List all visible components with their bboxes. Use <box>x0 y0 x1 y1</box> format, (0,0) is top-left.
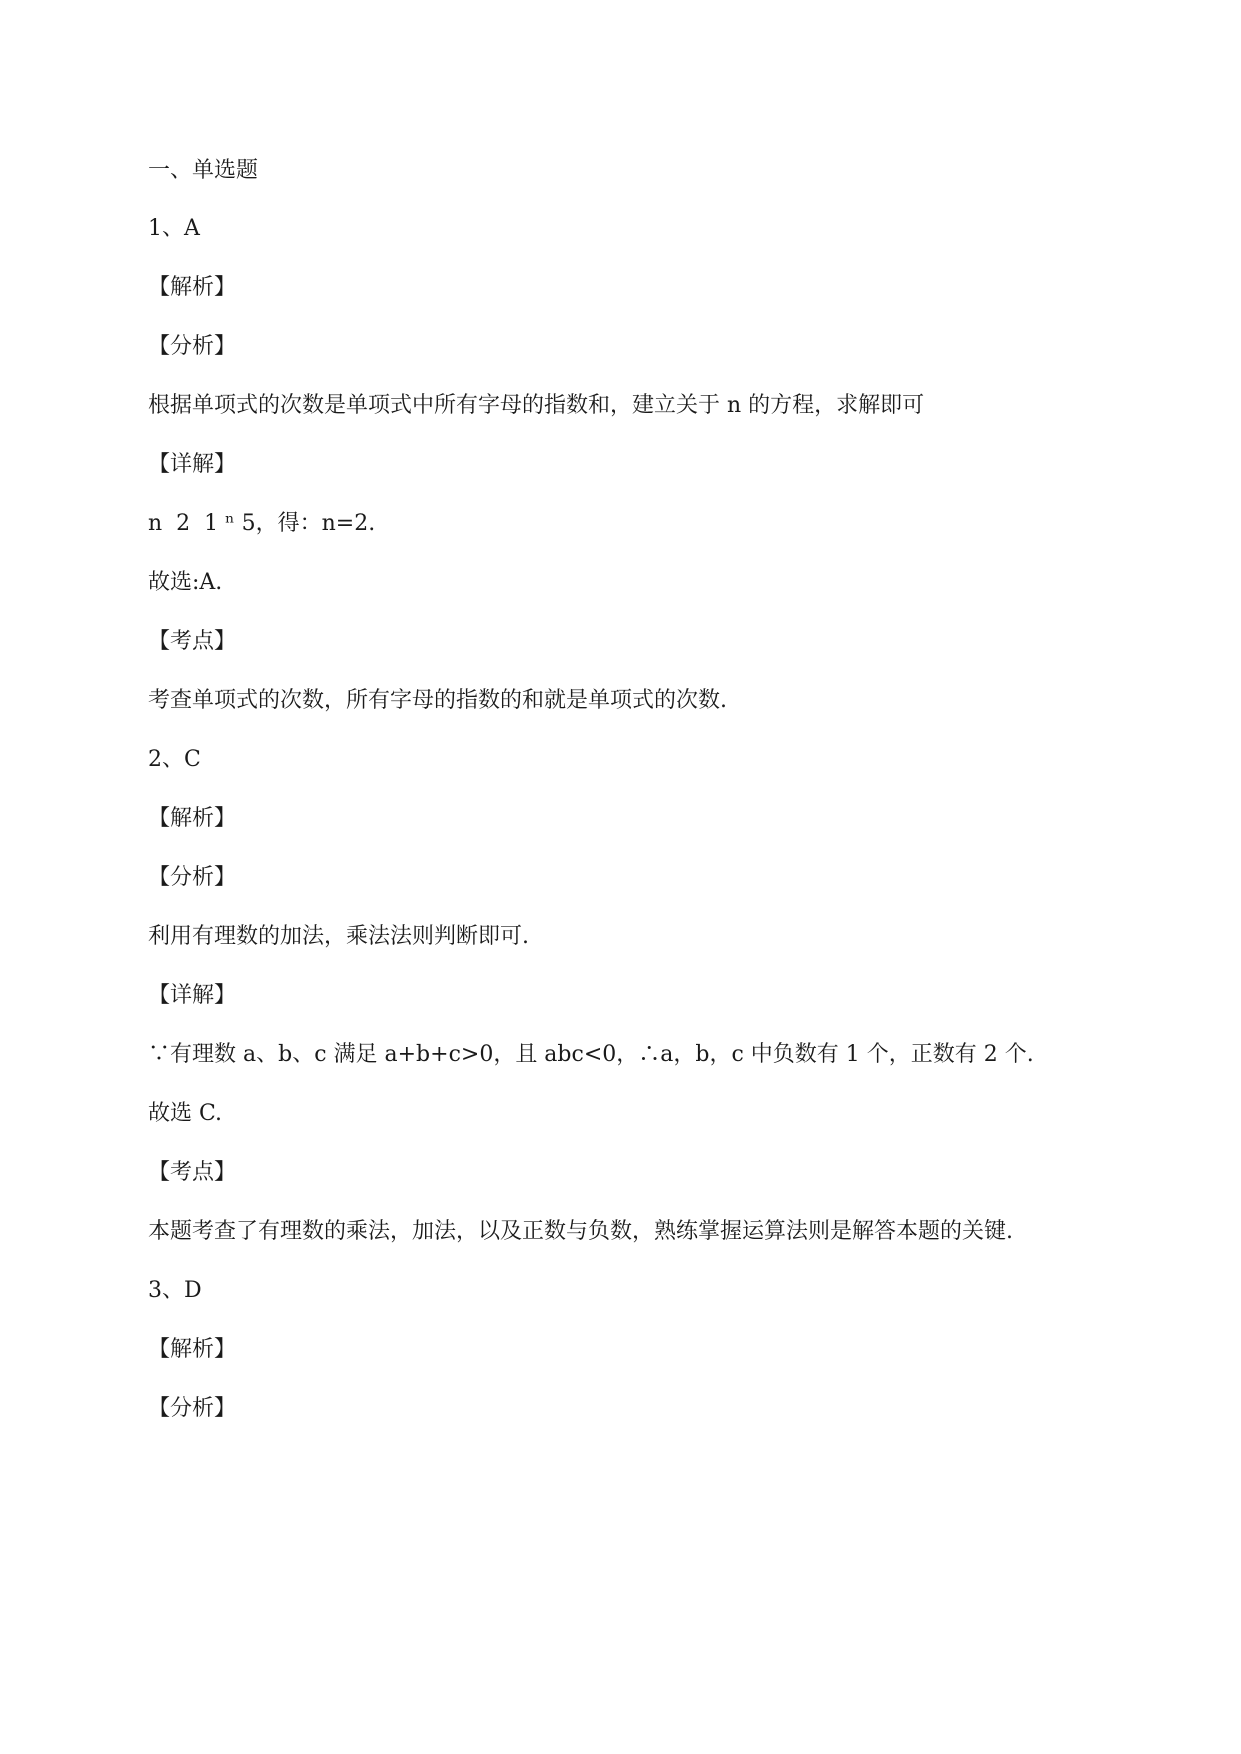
section-title: 一、单选题 <box>148 158 259 183</box>
q2-jiexi-heading: 【解析】 <box>148 806 237 831</box>
q1-choice-text: 故选:A. <box>148 570 223 595</box>
q1-detail-text: n 2 1 ⁿ 5，得：n=2. <box>148 511 376 536</box>
q2-fenxi-heading: 【分析】 <box>148 865 237 890</box>
q2-point-text: 本题考查了有理数的乘法，加法，以及正数与负数，熟练掌握运算法则是解答本题的关键. <box>148 1219 1013 1244</box>
q2-analysis-text: 利用有理数的加法，乘法法则判断即可. <box>148 924 529 949</box>
q1-analysis-text: 根据单项式的次数是单项式中所有字母的指数和，建立关于 n 的方程，求解即可 <box>148 393 925 418</box>
q1-answer: 1、A <box>148 216 200 241</box>
q2-kaodian-heading: 【考点】 <box>148 1160 237 1185</box>
q2-answer: 2、C <box>148 747 201 772</box>
q3-jiexi-heading: 【解析】 <box>148 1337 237 1362</box>
q2-xiangjie-heading: 【详解】 <box>148 983 237 1008</box>
q1-point-text: 考查单项式的次数，所有字母的指数的和就是单项式的次数. <box>148 688 727 713</box>
q1-kaodian-heading: 【考点】 <box>148 629 237 654</box>
q1-xiangjie-heading: 【详解】 <box>148 452 237 477</box>
q3-fenxi-heading: 【分析】 <box>148 1396 237 1421</box>
q3-answer: 3、D <box>148 1278 202 1303</box>
q2-detail-text: ∵有理数 a、b、c 满足 a+b+c>0，且 abc<0，∴a，b，c 中负数有 1 个，正数有 2 个. <box>148 1042 1034 1067</box>
q2-choice-text: 故选 C. <box>148 1101 223 1126</box>
q1-fenxi-heading: 【分析】 <box>148 334 237 359</box>
q1-jiexi-heading: 【解析】 <box>148 275 237 300</box>
